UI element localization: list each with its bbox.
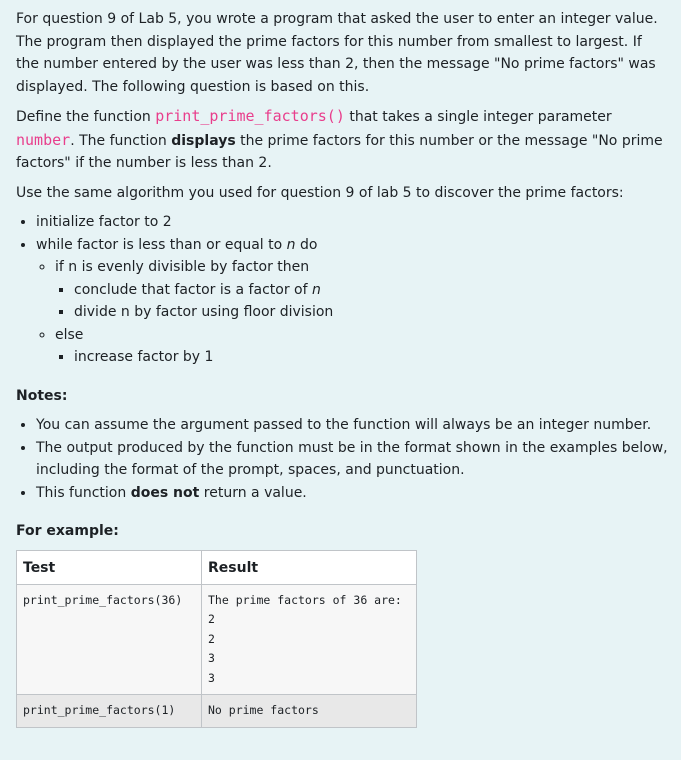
list-item bbox=[36, 482, 669, 505]
notes-heading bbox=[16, 385, 669, 408]
notes-list bbox=[16, 414, 669, 504]
define-mid: that takes a single integer parameter bbox=[344, 109, 612, 125]
list-item bbox=[74, 301, 669, 324]
define-post2: the prime factors for this number or the message "No prime factors" if the number is less than 2. bbox=[16, 132, 663, 171]
else-sublist bbox=[55, 346, 669, 369]
test-cell: print_prime_factors(1) bbox=[17, 695, 202, 728]
algorithm-init: initialize factor to 2 bbox=[36, 214, 172, 230]
does-not-bold: does not bbox=[130, 484, 200, 501]
algorithm-else: else bbox=[55, 326, 84, 343]
example-heading-text: For example: bbox=[16, 523, 119, 539]
example-table bbox=[16, 550, 417, 728]
algorithm-while: while factor is less than or equal to bbox=[36, 236, 287, 253]
algorithm-while-post: do bbox=[295, 236, 318, 253]
note-1: You can assume the argument passed to the function will always be an integer number. bbox=[36, 417, 652, 433]
list-item bbox=[74, 279, 669, 302]
result-cell: The prime factors of 36 are: 2 2 3 3 bbox=[202, 584, 417, 695]
if-sublist bbox=[55, 279, 669, 324]
list-item bbox=[36, 234, 669, 369]
list-item bbox=[36, 211, 669, 234]
algorithm-list bbox=[16, 211, 669, 369]
intro-paragraph: For question 9 of Lab 5, you wrote a program that asked the user to enter an integer value. The program then displayed the prime factors for this number from smallest to largest. If the number entered by the user was less than 2, then the message "No prime factors" was displayed. The following question is based on this. bbox=[16, 11, 658, 95]
define-paragraph bbox=[16, 105, 669, 175]
list-item bbox=[55, 256, 669, 324]
parameter-name-code: number bbox=[16, 130, 71, 149]
use-algorithm-paragraph: Use the same algorithm you used for question 9 of lab 5 to discover the prime factors: bbox=[16, 184, 624, 201]
note-3-pre: This function bbox=[36, 484, 131, 501]
displays-bold: displays bbox=[171, 132, 236, 149]
algorithm-divide: divide n by factor using floor division bbox=[74, 304, 334, 320]
list-item bbox=[36, 414, 669, 437]
list-item bbox=[36, 437, 669, 482]
algorithm-increase: increase factor by 1 bbox=[74, 349, 214, 365]
note-3-post: return a value. bbox=[199, 484, 307, 501]
test-cell: print_prime_factors(36) bbox=[17, 584, 202, 695]
while-sublist bbox=[36, 256, 669, 369]
algorithm-if: if n is evenly divisible by factor then bbox=[55, 259, 310, 275]
table-header-row bbox=[17, 550, 417, 584]
header-test: Test bbox=[17, 550, 202, 584]
list-item bbox=[55, 324, 669, 369]
table-row bbox=[17, 584, 417, 695]
note-2: The output produced by the function must be in the format shown in the examples below, including the format of the prompt, spaces, and punctuation. bbox=[36, 439, 668, 478]
define-pre: Define the function bbox=[16, 109, 156, 125]
result-cell: No prime factors bbox=[202, 695, 417, 728]
function-name-code: print_prime_factors() bbox=[155, 107, 345, 125]
header-result: Result bbox=[202, 550, 417, 584]
table-row bbox=[17, 695, 417, 728]
notes-heading-text: Notes: bbox=[16, 387, 68, 404]
italic-n: n bbox=[286, 236, 296, 253]
example-heading bbox=[16, 520, 669, 543]
italic-n: n bbox=[311, 281, 321, 298]
algorithm-conclude: conclude that factor is a factor of bbox=[74, 281, 312, 298]
define-post1: . The function bbox=[70, 132, 172, 149]
list-item bbox=[74, 346, 669, 369]
